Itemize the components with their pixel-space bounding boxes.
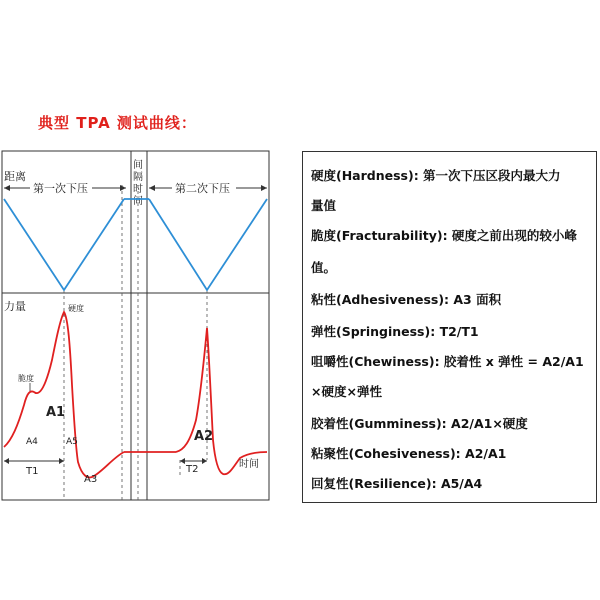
definition-chewiness-cont: ×硬度×弹性 [311,384,382,399]
force-axis-label: 力量 [4,300,26,313]
second-compression-label: 第二次下压 [175,182,230,195]
interval-char-3: 时 [133,184,143,195]
definition-hardness: 硬度(Hardness): 第一次下压区段内最大力 [311,168,561,183]
interval-char-1: 间 [133,160,143,171]
definition-resilience: 回复性(Resilience): A5/A4 [311,476,483,491]
area-a5-label: A5 [66,437,78,447]
interval-char-2: 隔 [133,172,143,183]
definition-cohesiveness: 粘聚性(Cohesiveness): A2/A1 [311,446,507,461]
t1-arrow-left-head [4,458,9,464]
right-panel-frame [147,151,269,500]
t2-label: T2 [186,464,199,475]
area-a3-label: A3 [84,474,98,485]
t2-arrow-left-head [180,458,185,464]
first-compression-arrow-right-head [120,185,126,191]
t2-arrow-right-head [202,458,207,464]
second-compression-arrow-right-head [261,185,267,191]
page-title: 典型 TPA 测试曲线： [38,114,197,132]
t1-label: T1 [26,466,39,477]
fracturability-label: 脆度 [18,374,34,383]
area-a1-label: A1 [46,405,66,420]
definition-adhesiveness: 粘性(Adhesiveness): A3 面积 [311,292,502,307]
definition-fracturability: 脆度(Fracturability): 硬度之前出现的较小峰 [311,228,577,243]
first-compression-label: 第一次下压 [33,182,88,195]
area-a4-label: A4 [26,437,38,447]
force-curve-second [176,328,267,474]
second-compression-arrow-left-head [149,185,155,191]
first-compression-arrow-left-head [4,185,10,191]
definition-springiness: 弹性(Springiness): T2/T1 [311,324,479,339]
definition-fracturability-cont: 值。 [311,260,337,275]
time-axis-label: 时间 [239,459,259,470]
displacement-curve-1 [4,199,124,290]
displacement-curve-3 [149,199,267,290]
interval-char-4: 间 [133,196,143,207]
t1-arrow-right-head [59,458,64,464]
definition-chewiness: 咀嚼性(Chewiness): 胶着性 x 弹性 = A2/A1 [311,354,584,369]
definition-hardness-cont: 量值 [311,198,337,213]
hardness-label: 硬度 [68,304,84,313]
area-a2-label: A2 [194,429,214,444]
definitions-panel [302,151,597,503]
distance-axis-label: 距离 [4,170,26,183]
definition-gumminess: 胶着性(Gumminess): A2/A1×硬度 [311,416,528,431]
